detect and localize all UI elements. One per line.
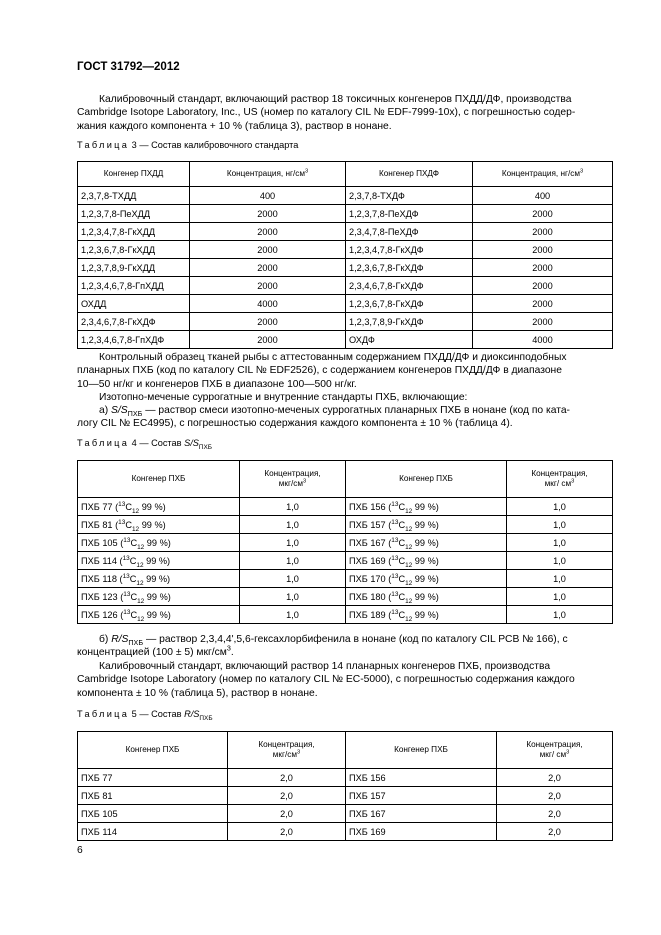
table-cell: 1,2,3,7,8,9-ГкХДД [78, 259, 190, 277]
table-cell: 2000 [473, 313, 613, 331]
paragraph-line: концентрацией (100 ± 5) мкг/$см^3$. [77, 643, 234, 659]
table-cell: 2000 [190, 205, 346, 223]
table-cell: 1,2,3,6,7,8-ГкХДД [78, 241, 190, 259]
table-cell: ПХБ 156 [346, 769, 497, 787]
page-number: 6 [77, 845, 83, 856]
document-header: ГОСТ 31792—2012 [77, 61, 180, 73]
paragraph-calibration-standard-pcdd [77, 93, 613, 133]
paragraph-line: а) $S/S_{ПХБ}$ — раствор смеси изотопно-меченых суррогатных планарных ПХБ в нонане (код по ката- [99, 405, 570, 419]
table-cell: ОХДФ [346, 331, 473, 349]
table-body [78, 187, 613, 349]
table-row [78, 516, 613, 534]
table-cell: 4000 [473, 331, 613, 349]
paragraph-surrogate-standard [77, 404, 613, 431]
column-header: Концентрация, $нг/см^3$ [190, 162, 346, 187]
table-cell: 2,3,7,8-ТХДД [78, 187, 190, 205]
caption-title: — Состав калибровочного стандарта [136, 140, 299, 150]
table-cell: 1,0 [507, 588, 613, 606]
table-cell: 1,2,3,6,7,8-ГкХДФ [346, 259, 473, 277]
paragraph-line: б) $R/S_{ПХБ}$ — раствор 2,3,4,4',5,6-гексахлорбифенила в нонане (код по каталогу CIL PCB № 166), с [99, 634, 568, 648]
table-row [78, 313, 613, 331]
table-cell: 2,0 [497, 805, 613, 823]
table-cell: 1,0 [240, 516, 346, 534]
table-cell: ПХБ 156 ($^{13}C_{12}$ 99 %) [346, 498, 507, 516]
table-cell: 2000 [473, 241, 613, 259]
table-cell: 400 [473, 187, 613, 205]
column-header: Конгенер ПХБ [78, 732, 228, 769]
paragraph-line: планарных ПХБ (код по каталогу CIL № EDF2526), с содержанием конгенеров ПХДД/ДФ в диапазоне [77, 365, 562, 377]
table-cell: 2,3,4,7,8-ПеХДФ [346, 223, 473, 241]
table-row [78, 787, 613, 805]
column-header: Концентрация, мкг/$см^3$ [240, 461, 346, 498]
table-row [78, 588, 613, 606]
paragraph-line: Изотопно-меченые суррогатные и внутренние стандарты ПХБ, включающие: [99, 392, 468, 403]
table-cell: 1,0 [507, 516, 613, 534]
table-cell: 1,0 [240, 606, 346, 624]
table-cell: 1,2,3,4,7,8-ГкХДФ [346, 241, 473, 259]
table-row [78, 223, 613, 241]
column-header: Концентрация, $нг/см^3$ [473, 162, 613, 187]
table-3 [77, 161, 613, 349]
table-row [78, 331, 613, 349]
table-4-caption: Таблица 4 — Состав $S/S_{ПХБ}$ [77, 438, 213, 451]
paragraph-line: Калибровочный стандарт, включающий раствор 18 токсичных конгенеров ПХДД/ДФ, производства [99, 94, 572, 105]
table-row [78, 606, 613, 624]
table-cell: 2,0 [228, 787, 346, 805]
table-cell: 400 [190, 187, 346, 205]
table-cell: 2000 [190, 313, 346, 331]
column-header: Конгенер ПХБ [78, 461, 240, 498]
paragraph-line: Cambridge Isotope Laboratory, Inc., US (номер по каталогу CIL № EDF-7999-10x), с погрешностью содер- [77, 107, 576, 119]
table-row [78, 498, 613, 516]
column-header: Конгенер ПХБ [346, 461, 507, 498]
table-cell: 1,2,3,4,6,7,8-ГпХДД [78, 277, 190, 295]
table-header-row [78, 732, 613, 769]
paragraph-calibration-standard-pcb [77, 660, 613, 700]
table-header-row [78, 162, 613, 187]
paragraph-line: Калибровочный стандарт, включающий раствор 14 планарных конгенеров ПХБ, производства [99, 661, 551, 672]
table-cell: 1,2,3,7,8-ПеХДФ [346, 205, 473, 223]
table-row [78, 552, 613, 570]
table-cell: 2000 [473, 259, 613, 277]
table-row [78, 241, 613, 259]
table-cell: 1,2,3,6,7,8-ГкХДФ [346, 295, 473, 313]
table-cell: ПХБ 81 [78, 787, 228, 805]
table-cell: ПХБ 77 [78, 769, 228, 787]
table-cell: 2,3,7,8-ТХДФ [346, 187, 473, 205]
table-cell: 1,2,3,7,8,9-ГкХДФ [346, 313, 473, 331]
table-cell: 1,0 [240, 588, 346, 606]
column-header: Конгенер ПХДД [78, 162, 190, 187]
table-cell: 2000 [190, 223, 346, 241]
table-cell: ПХБ 126 ($^{13}C_{12}$ 99 %) [78, 606, 240, 624]
table-cell: 1,2,3,7,8-ПеХДД [78, 205, 190, 223]
table-cell: 1,0 [507, 498, 613, 516]
paragraph-line: компонента ± 10 % (таблица 5), раствор в нонане. [77, 687, 318, 699]
table-cell: 2,0 [228, 805, 346, 823]
table-cell: ПХБ 169 [346, 823, 497, 841]
table-cell: 2000 [473, 277, 613, 295]
paragraph-line: 10—50 нг/кг и конгенеров ПХБ в диапазоне 100—500 нг/кг. [77, 378, 357, 390]
table-cell: 4000 [190, 295, 346, 313]
table-5-caption: Таблица 5 — Состав $R/S_{ПХБ}$ [77, 709, 213, 722]
table-cell: 2000 [190, 331, 346, 349]
table-cell: 1,0 [240, 534, 346, 552]
table-cell: 2000 [473, 223, 613, 241]
table-cell: 1,2,3,4,7,8-ГкХДД [78, 223, 190, 241]
table-cell: 2,0 [228, 769, 346, 787]
caption-number: 3 [129, 140, 137, 150]
paragraph-line: логу CIL № EC4995), с погрешностью содержания каждого компонента ± 10 % (таблица 4). [77, 418, 513, 430]
paragraph-isotope-standards [77, 391, 613, 404]
table-cell: ПХБ 123 ($^{13}C_{12}$ 99 %) [78, 588, 240, 606]
table-row [78, 277, 613, 295]
table-body [78, 498, 613, 624]
table-cell: ПХБ 167 [346, 805, 497, 823]
paragraph-recovery-standard [77, 633, 613, 660]
table-cell: ПХБ 180 ($^{13}C_{12}$ 99 %) [346, 588, 507, 606]
table-cell: ПХБ 105 ($^{13}C_{12}$ 99 %) [78, 534, 240, 552]
table-cell: 1,0 [240, 552, 346, 570]
table-row [78, 295, 613, 313]
column-header: Конгенер ПХДФ [346, 162, 473, 187]
table-cell: 2,0 [497, 787, 613, 805]
table-row [78, 187, 613, 205]
table-cell: 1,0 [507, 552, 613, 570]
table-row [78, 205, 613, 223]
column-header: Конгенер ПХБ [346, 732, 497, 769]
table-cell: 2,3,4,6,7,8-ГкХДФ [346, 277, 473, 295]
table-header-row [78, 461, 613, 498]
table-cell: ПХБ 118 ($^{13}C_{12}$ 99 %) [78, 570, 240, 588]
column-header: Концентрация, мкг/ $см^3$ [507, 461, 613, 498]
table-cell: 2,0 [497, 769, 613, 787]
table-body [78, 769, 613, 841]
table-cell: 2000 [473, 295, 613, 313]
table-cell: 2000 [190, 259, 346, 277]
table-cell: 1,0 [507, 534, 613, 552]
table-cell: ОХДД [78, 295, 190, 313]
table-row [78, 823, 613, 841]
table-cell: ПХБ 114 ($^{13}C_{12}$ 99 %) [78, 552, 240, 570]
table-cell: ПХБ 157 [346, 787, 497, 805]
table-row [78, 534, 613, 552]
table-5 [77, 731, 613, 841]
table-cell: 2000 [190, 241, 346, 259]
table-cell: 1,0 [507, 606, 613, 624]
table-cell: 1,0 [507, 570, 613, 588]
table-row [78, 570, 613, 588]
table-cell: ПХБ 189 ($^{13}C_{12}$ 99 %) [346, 606, 507, 624]
table-row [78, 259, 613, 277]
table-cell: ПХБ 105 [78, 805, 228, 823]
table-cell: 1,0 [240, 570, 346, 588]
paragraph-line: Контрольный образец тканей рыбы с аттестованным содержанием ПХДД/ДФ и диоксинподобных [99, 352, 567, 363]
caption-prefix: Таблица [77, 140, 130, 150]
table-cell: ПХБ 77 ($^{13}C_{12}$ 99 %) [78, 498, 240, 516]
table-row [78, 769, 613, 787]
table-cell: 1,2,3,4,6,7,8-ГпХДФ [78, 331, 190, 349]
paragraph-line: жания каждого компонента + 10 % (таблица 3), раствор в нонане. [77, 120, 392, 132]
table-cell: ПХБ 157 ($^{13}C_{12}$ 99 %) [346, 516, 507, 534]
table-4 [77, 460, 613, 624]
paragraph-line: Cambridge Isotope Laboratory (номер по каталогу CIL № EC-5000), с погрешностью содержания каждого [77, 674, 575, 686]
table-cell: 2,0 [228, 823, 346, 841]
table-cell: ПХБ 170 ($^{13}C_{12}$ 99 %) [346, 570, 507, 588]
table-cell: 2,0 [497, 823, 613, 841]
table-row [78, 805, 613, 823]
table-cell: ПХБ 81 ($^{13}C_{12}$ 99 %) [78, 516, 240, 534]
table-cell: ПХБ 114 [78, 823, 228, 841]
table-cell: 1,0 [240, 498, 346, 516]
paragraph-fish-tissue-sample [77, 351, 613, 391]
table-cell: ПХБ 169 ($^{13}C_{12}$ 99 %) [346, 552, 507, 570]
table-cell: 2000 [190, 277, 346, 295]
table-cell: 2,3,4,6,7,8-ГкХДФ [78, 313, 190, 331]
table-cell: ПХБ 167 ($^{13}C_{12}$ 99 %) [346, 534, 507, 552]
column-header: Концентрация, мкг/ $см^3$ [497, 732, 613, 769]
table-3-caption [77, 140, 298, 150]
column-header: Концентрация, мкг/$см^3$ [228, 732, 346, 769]
table-cell: 2000 [473, 205, 613, 223]
